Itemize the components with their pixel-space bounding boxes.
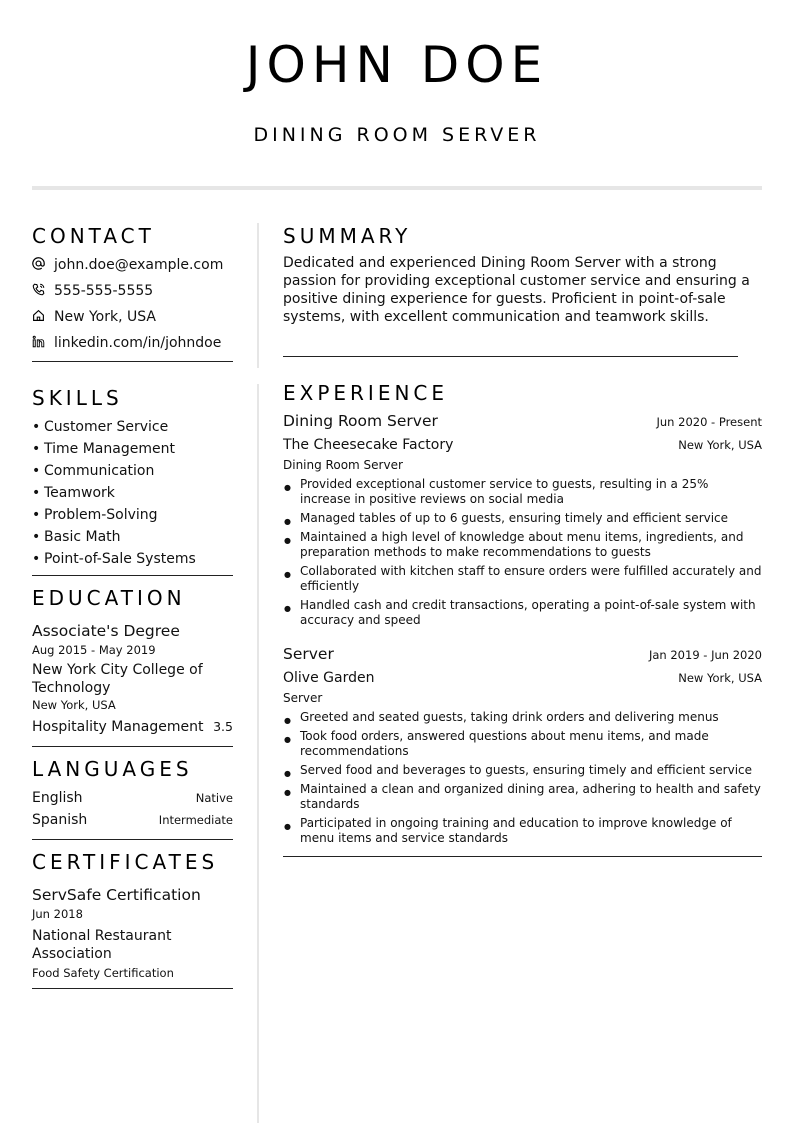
- job-title-heading: DINING ROOM SERVER: [253, 124, 541, 146]
- list-item: ● Greeted and seated guests, taking drink orders and delivering menus: [283, 710, 762, 725]
- education-degree: Associate's Degree: [32, 622, 180, 640]
- list-item: ● Collaborated with kitchen staff to ensure orders were fulfilled accurately and efficiently: [283, 564, 762, 594]
- experience-heading: EXPERIENCE: [283, 381, 449, 405]
- job-company: The Cheesecake Factory: [283, 437, 454, 453]
- job-bullets: [283, 477, 762, 628]
- list-item: ● Participated in ongoing training and education to improve knowledge of menu items and service standards: [283, 816, 762, 846]
- education-field-row: [32, 716, 233, 738]
- contact-heading: CONTACT: [32, 224, 155, 248]
- job-company: Olive Garden: [283, 670, 375, 686]
- contact-location: [32, 304, 233, 330]
- skill-item: • Point-of-Sale Systems: [32, 551, 196, 567]
- summary-text: Dedicated and experienced Dining Room Server with a strong passion for providing exceptional customer service and ensuring a positive dining experience for guests. Proficient in point-of-sale systems, with excellent communication and teamwork skills.: [283, 255, 750, 325]
- left-column: [32, 222, 233, 989]
- skill-item: • Problem-Solving: [32, 507, 158, 523]
- certificate-description: Food Safety Certification: [32, 966, 174, 980]
- skill-item: • Basic Math: [32, 529, 121, 545]
- summary-divider: [283, 356, 738, 357]
- certificate-date: Jun 2018: [32, 907, 83, 921]
- skills-heading: SKILLS: [32, 386, 123, 410]
- list-item: ● Served food and beverages to guests, ensuring timely and efficient service: [283, 763, 762, 778]
- experience-entry: [283, 409, 762, 628]
- languages-divider: [32, 839, 233, 840]
- job-dates: Jan 2019 - Jun 2020: [648, 648, 762, 662]
- phone-icon: [32, 283, 54, 299]
- certificates-section: [32, 848, 233, 989]
- contact-divider: [32, 361, 233, 362]
- education-gpa: 3.5: [213, 719, 233, 734]
- list-item: ● Maintained a clean and organized dining area, adhering to health and safety standards: [283, 782, 762, 812]
- contact-email[interactable]: [32, 252, 233, 278]
- experience-entry: [283, 642, 762, 846]
- contact-location-text: New York, USA: [54, 309, 156, 325]
- contact-linkedin[interactable]: [32, 330, 233, 356]
- education-heading: EDUCATION: [32, 586, 186, 610]
- summary-heading: SUMMARY: [283, 224, 412, 248]
- education-field: Hospitality Management: [32, 719, 204, 735]
- language-item: English Native: [32, 790, 233, 806]
- list-item: ● Took food orders, answered questions about menu items, and made recommendations: [283, 729, 762, 759]
- list-item: ● Provided exceptional customer service to guests, resulting in a 25% increase in positive reviews on social media: [283, 477, 762, 507]
- skill-item: • Communication: [32, 463, 155, 479]
- skill-item: • Time Management: [32, 441, 175, 457]
- column-divider-top: [257, 223, 259, 368]
- certificate-name: ServSafe Certification: [32, 886, 201, 904]
- certificate-issuer: National Restaurant Association: [32, 928, 172, 962]
- languages-section: [32, 755, 233, 840]
- contact-email-text: john.doe@example.com: [54, 257, 224, 273]
- contact-phone[interactable]: [32, 278, 233, 304]
- skills-section: [32, 384, 233, 576]
- job-role: Dining Room Server: [283, 458, 403, 472]
- language-item: Spanish Intermediate: [32, 812, 233, 828]
- home-icon: [32, 309, 54, 325]
- certificates-divider: [32, 988, 233, 989]
- column-divider-bottom: [257, 384, 259, 1123]
- education-dates: Aug 2015 - May 2019: [32, 643, 156, 657]
- job-role: Server: [283, 691, 323, 705]
- job-location: New York, USA: [678, 438, 762, 452]
- contact-section: [32, 222, 233, 362]
- certificates-heading: CERTIFICATES: [32, 850, 219, 874]
- education-school: New York City College of Technology: [32, 662, 203, 696]
- contact-phone-text: 555-555-5555: [54, 283, 154, 299]
- right-column: [283, 222, 762, 857]
- experience-section: [283, 379, 762, 857]
- job-dates: Jun 2020 - Present: [656, 415, 762, 429]
- experience-divider: [283, 856, 762, 857]
- header-divider: [32, 186, 762, 190]
- job-location: New York, USA: [678, 671, 762, 685]
- linkedin-icon: [32, 335, 54, 351]
- education-divider: [32, 746, 233, 747]
- list-item: ● Managed tables of up to 6 guests, ensuring timely and efficient service: [283, 511, 762, 526]
- education-section: [32, 584, 233, 747]
- candidate-name: JOHN DOE: [245, 36, 549, 94]
- job-bullets: [283, 710, 762, 846]
- summary-section: [283, 222, 762, 357]
- skills-divider: [32, 575, 233, 576]
- job-title: Dining Room Server: [283, 412, 438, 430]
- list-item: ● Handled cash and credit transactions, operating a point-of-sale system with accuracy and speed: [283, 598, 762, 628]
- languages-heading: LANGUAGES: [32, 757, 193, 781]
- education-location: New York, USA: [32, 698, 116, 712]
- skill-item: • Customer Service: [32, 419, 169, 435]
- skill-item: • Teamwork: [32, 485, 115, 501]
- contact-linkedin-text: linkedin.com/in/johndoe: [54, 335, 222, 351]
- at-icon: [32, 257, 54, 273]
- list-item: ● Maintained a high level of knowledge about menu items, ingredients, and preparation methods to make recommendations to guests: [283, 530, 762, 560]
- job-title: Server: [283, 645, 334, 663]
